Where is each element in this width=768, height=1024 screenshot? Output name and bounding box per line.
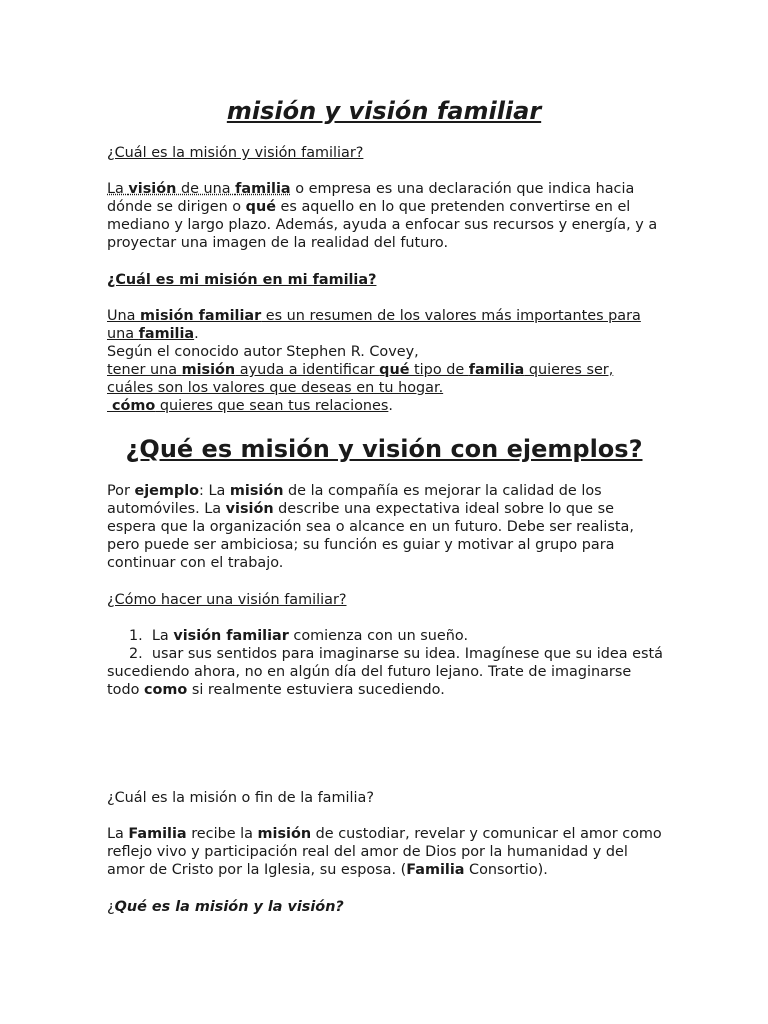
section-heading: ¿Qué es misión y visión con ejemplos? [125,435,643,463]
list-number: 2. [129,646,143,662]
p2-bold: misión familiar [140,308,262,324]
p1-text: de una [176,181,236,197]
p4-text: de custodiar, revelar y comunicar el amor como reflejo vivo y participación real del amor de Dios por la humanidad y del amor de Cristo por la Iglesia, su esposa. ( [107,826,662,878]
p2-text: Según el conocido autor Stephen R. Covey, [107,344,419,360]
p4-bold: misión [257,826,312,842]
p3-bold: misión [229,483,284,499]
p1-text: La [107,181,129,197]
list-text: comienza con un sueño. [288,628,469,644]
p2-text: quieres que sean tus relaciones [155,398,389,414]
p2-text: ayuda a identificar [235,362,380,378]
q5-bold: Qué es la misión y la visión? [114,899,344,915]
q5-text: ¿ [107,899,115,915]
p2-bold: misión [181,362,236,378]
paragraph-2 [107,307,647,415]
p3-text: Por [107,483,135,499]
question-4: ¿Cuál es la misión o fin de la familia? [107,790,374,806]
p1-bold: familia [235,181,291,197]
p3-bold: ejemplo [134,483,200,499]
p2-text: quieres ser, cuáles son los valores que deseas en tu hogar. [107,362,614,396]
p2-text: tipo de [409,362,469,378]
p3-text: : La [199,483,230,499]
p2-bold: qué [379,362,410,378]
p1-bold: qué [245,199,276,215]
p4-text: Consortio). [464,862,548,878]
page-title: misión y visión familiar [226,97,542,125]
question-3: ¿Cómo hacer una visión familiar? [107,592,347,608]
question-1: ¿Cuál es la misión y visión familiar? [107,145,364,161]
question-2: ¿Cuál es mi misión en mi familia? [107,272,377,288]
p4-bold: Familia [128,826,187,842]
steps-list [107,627,667,699]
p2-bold: familia [468,362,525,378]
p3-text: de la compañía es mejorar la calidad de los automóviles. La [107,483,602,517]
p1-bold: visión [128,181,177,197]
p2-text: Una [107,308,141,324]
p2-bold: cómo [107,398,156,414]
paragraph-1 [107,180,667,252]
p2-text: es un resumen de los valores más importantes para una [107,308,641,342]
p4-text: La [107,826,129,842]
list-bold: visión familiar [173,628,289,644]
paragraph-3 [107,482,667,572]
p1-text: o empresa es una declaración que indica hacia dónde se dirigen o [107,181,635,215]
list-number: 1. [129,628,143,644]
p4-text: recibe la [186,826,258,842]
p1-text: es aquello en lo que pretenden convertirse en el mediano y largo plazo. Además, ayuda a enfocar sus recursos y energía, y a proyectar una imagen de la realidad del futuro. [107,199,658,251]
p2-text: . [194,326,199,342]
p3-text: describe una expectativa ideal sobre lo que se espera que la organización sea o alcance en un futuro. Debe ser realista, pero puede ser ambiciosa; su función es guiar y motivar al grupo para continuar con el trabajo. [107,501,634,571]
p2-text: . [388,398,393,414]
list-bold: como [143,682,188,698]
p2-text: tener una [107,362,182,378]
list-text: si realmente estuviera sucediendo. [187,682,445,698]
list-text: La [151,628,174,644]
paragraph-4 [107,825,667,879]
p2-bold: familia [138,326,195,342]
p4-bold: Familia [406,862,465,878]
list-text: usar sus sentidos para imaginarse su idea. Imagínese que su idea está sucediendo ahora, no en algún día del futuro lejano. Trate de imaginarse todo [107,646,663,698]
p3-bold: visión [225,501,274,517]
list-item [107,645,667,699]
list-item [107,627,667,645]
question-5 [107,898,667,916]
